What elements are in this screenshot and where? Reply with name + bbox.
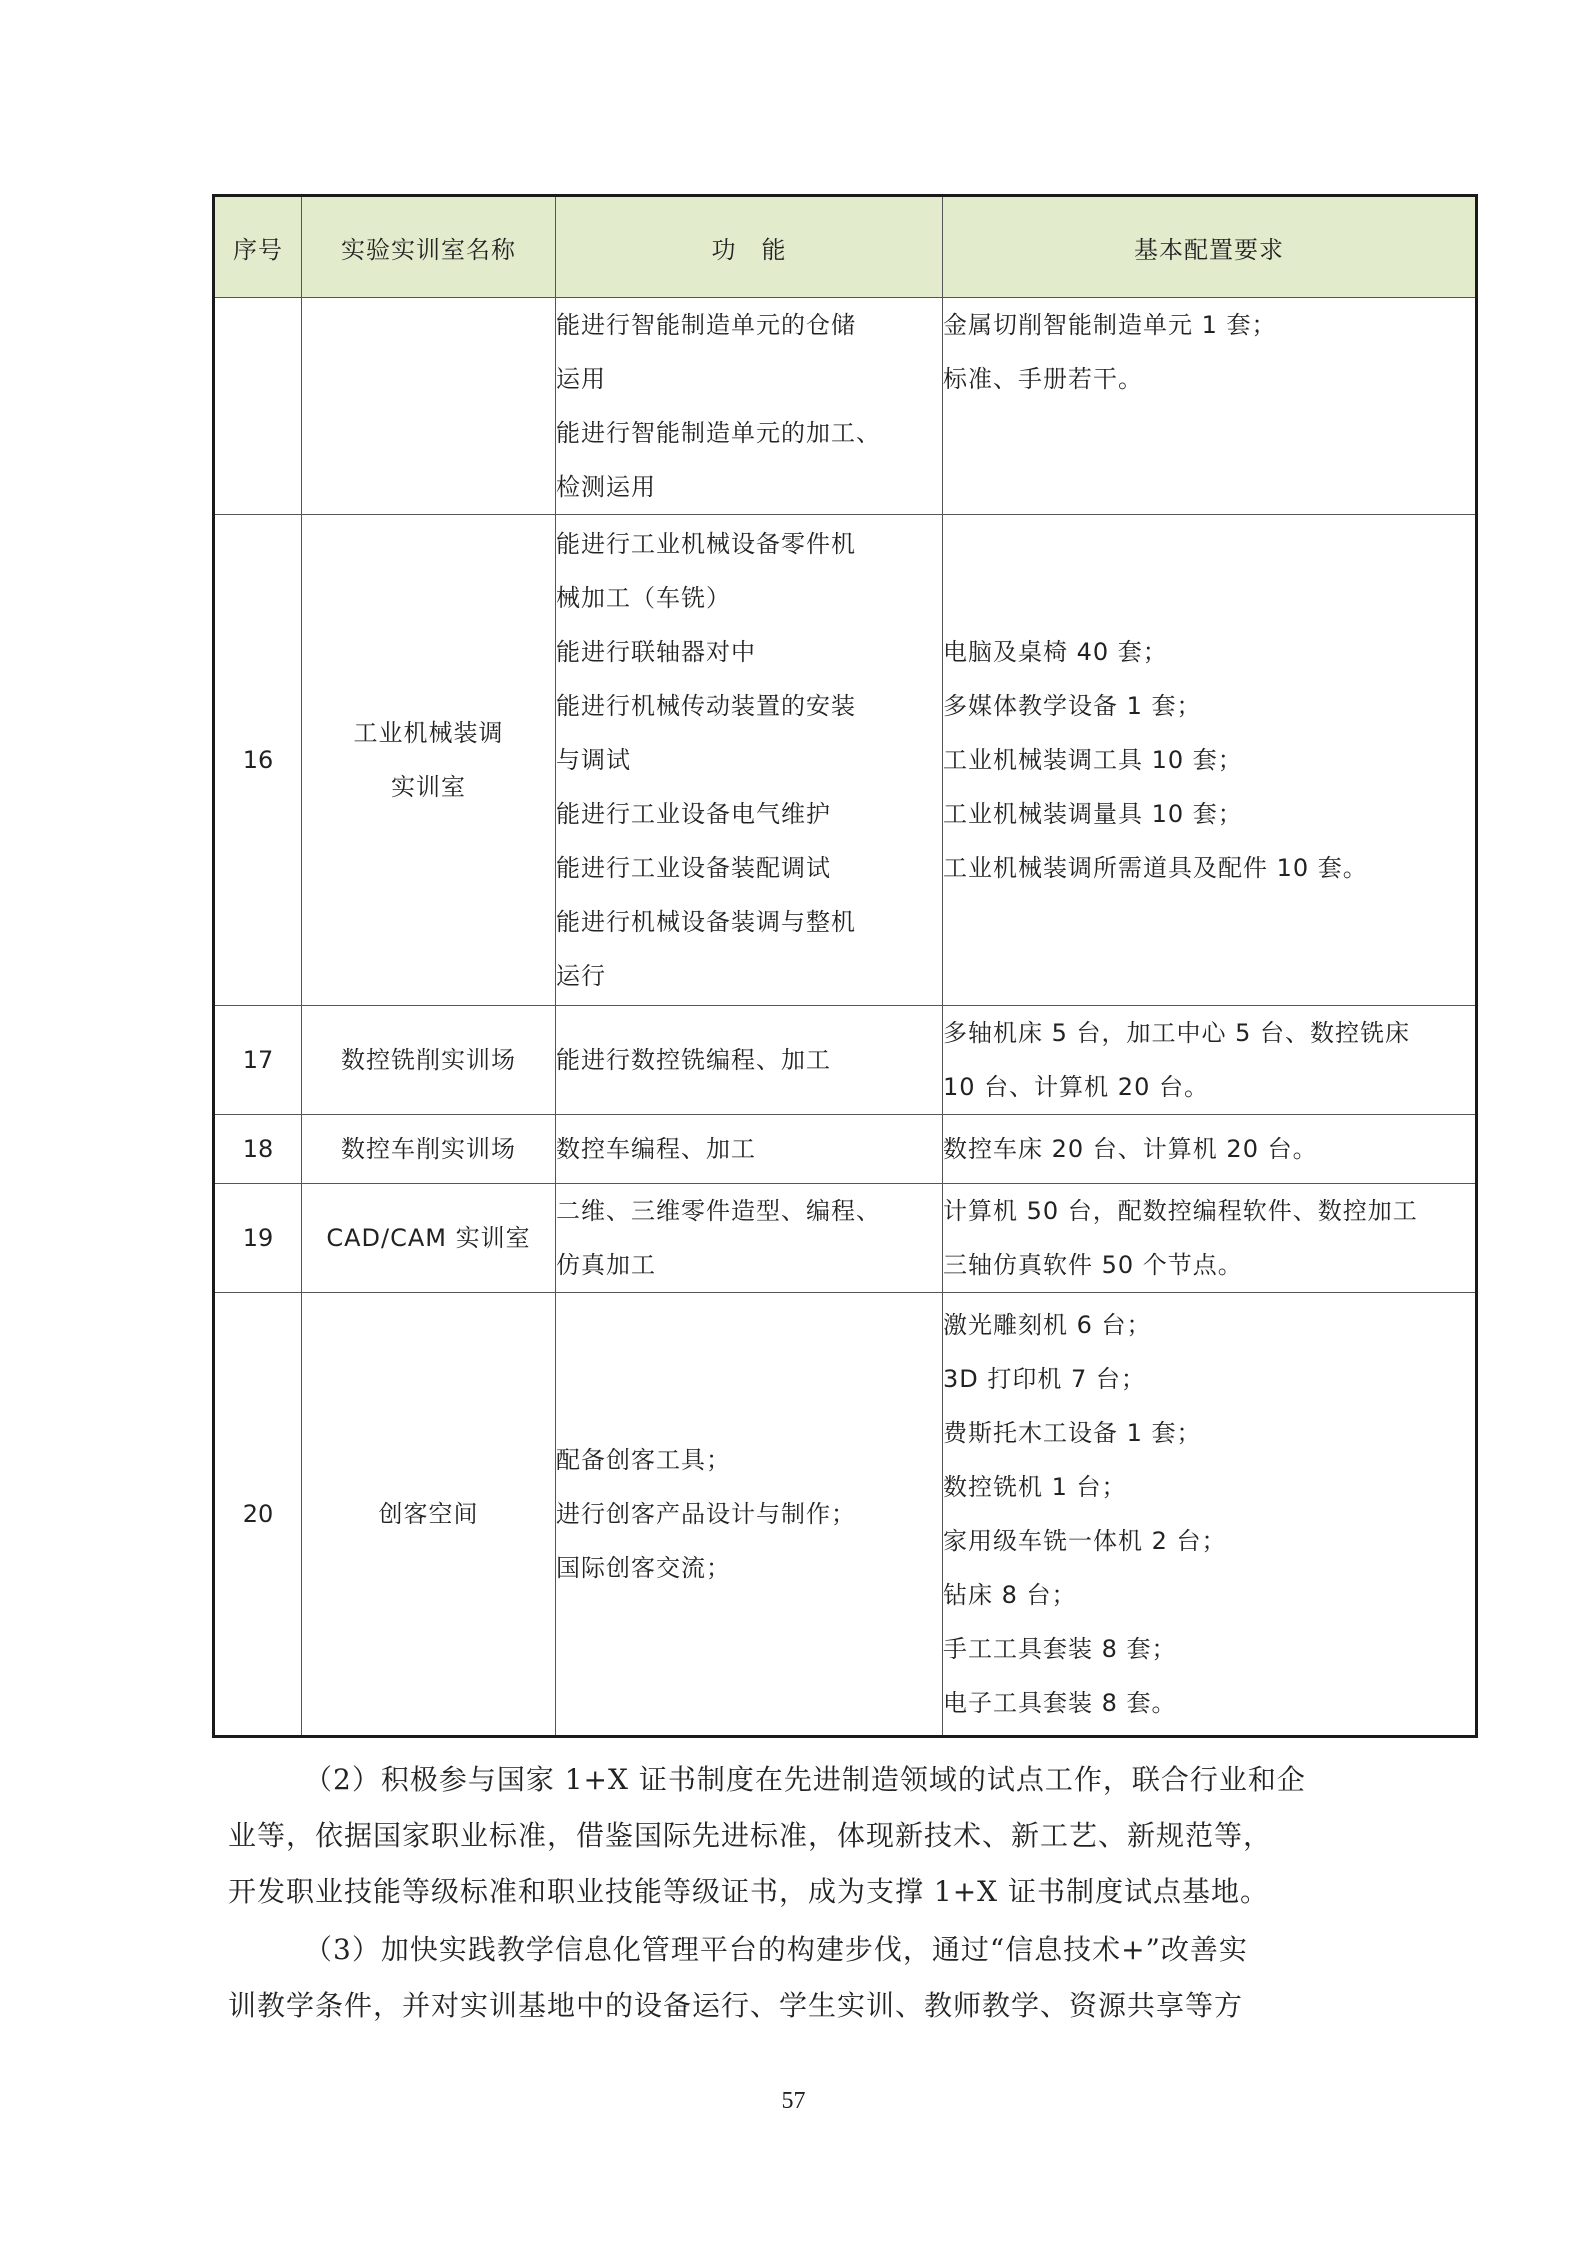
config-item: 电脑及桌椅 40 套； bbox=[943, 638, 1168, 666]
function-list bbox=[556, 1293, 943, 1737]
config-list bbox=[943, 515, 1477, 1006]
config-item: 工业机械装调工具 10 套； bbox=[943, 746, 1243, 774]
header-room-name: 实验实训室名称 bbox=[302, 196, 556, 298]
function-item: 数控车编程、加工 bbox=[556, 1135, 756, 1163]
function-item: 能进行智能制造单元的加工、 bbox=[556, 419, 881, 447]
row-number: 20 bbox=[214, 1293, 302, 1737]
table-row bbox=[214, 1006, 1477, 1115]
config-list bbox=[943, 1006, 1477, 1115]
function-item: 运行 bbox=[556, 962, 606, 990]
function-list bbox=[556, 1115, 943, 1184]
config-list bbox=[943, 1184, 1477, 1293]
function-item: 仿真加工 bbox=[556, 1251, 656, 1279]
config-item: 工业机械装调量具 10 套； bbox=[943, 800, 1243, 828]
body-paragraph: （3）加快实践教学信息化管理平台的构建步伐，通过“信息技术+”改善实 训教学条件，并对实训基地中的设备运行、学生实训、教师教学、资源共享等方 bbox=[228, 1933, 1248, 2022]
config-item: 工业机械装调所需道具及配件 10 套。 bbox=[943, 854, 1368, 882]
header-function: 功 能 bbox=[556, 196, 943, 298]
room-name: CAD/CAM 实训室 bbox=[302, 1184, 556, 1293]
function-item: 能进行机械设备装调与整机 bbox=[556, 908, 856, 936]
config-list bbox=[943, 1115, 1477, 1184]
config-item: 钻床 8 台； bbox=[943, 1581, 1077, 1609]
config-item: 数控铣机 1 台； bbox=[943, 1473, 1127, 1501]
function-item: 国际创客交流； bbox=[556, 1554, 731, 1582]
table-row bbox=[214, 515, 1477, 1006]
function-item: 检测运用 bbox=[556, 473, 656, 501]
config-item: 3D 打印机 7 台； bbox=[943, 1365, 1146, 1393]
config-item: 数控车床 20 台、计算机 20 台。 bbox=[943, 1135, 1318, 1163]
function-item: 能进行智能制造单元的仓储 bbox=[556, 311, 856, 339]
function-item: 能进行数控铣编程、加工 bbox=[556, 1046, 831, 1074]
function-item: 二维、三维零件造型、编程、 bbox=[556, 1197, 881, 1225]
table-row bbox=[214, 298, 1477, 515]
lab-equipment-table bbox=[212, 194, 1478, 1738]
table-row bbox=[214, 1184, 1477, 1293]
room-name: 数控车削实训场 bbox=[302, 1115, 556, 1184]
header-config: 基本配置要求 bbox=[943, 196, 1477, 298]
function-list bbox=[556, 515, 943, 1006]
page-number: 57 bbox=[781, 2088, 806, 2114]
config-item: 多轴机床 5 台，加工中心 5 台、数控铣床 bbox=[943, 1019, 1411, 1047]
config-item: 三轴仿真软件 50 个节点。 bbox=[943, 1251, 1243, 1279]
function-list bbox=[556, 1006, 943, 1115]
config-item: 费斯托木工设备 1 套； bbox=[943, 1419, 1202, 1447]
function-item: 械加工（车铣） bbox=[556, 584, 731, 612]
row-number: 18 bbox=[214, 1115, 302, 1184]
function-item: 与调试 bbox=[556, 746, 631, 774]
table-row bbox=[214, 1293, 1477, 1737]
function-list bbox=[556, 1184, 943, 1293]
function-list bbox=[556, 298, 943, 515]
config-list bbox=[943, 298, 1477, 515]
function-item: 能进行工业设备装配调试 bbox=[556, 854, 831, 882]
config-item: 计算机 50 台，配数控编程软件、数控加工 bbox=[943, 1197, 1418, 1225]
row-number bbox=[214, 298, 302, 515]
header-serial: 序号 bbox=[214, 196, 302, 298]
room-name bbox=[302, 298, 556, 515]
room-name: 工业机械装调 实训室 bbox=[302, 515, 556, 1006]
config-item: 手工工具套装 8 套； bbox=[943, 1635, 1177, 1663]
room-name: 创客空间 bbox=[302, 1293, 556, 1737]
room-name: 数控铣削实训场 bbox=[302, 1006, 556, 1115]
config-item: 10 台、计算机 20 台。 bbox=[943, 1073, 1209, 1101]
row-number: 19 bbox=[214, 1184, 302, 1293]
body-paragraph: （2）积极参与国家 1+X 证书制度在先进制造领域的试点工作，联合行业和企 业等，依据国家职业标准，借鉴国际先进标准，体现新技术、新工艺、新规范等， 开发职业技能等级标准和职业技能等级证书，成为支撑 1+X 证书制度试点基地。 bbox=[228, 1763, 1306, 1908]
table-header-row bbox=[214, 196, 1477, 298]
row-number: 17 bbox=[214, 1006, 302, 1115]
config-item: 金属切削智能制造单元 1 套； bbox=[943, 311, 1277, 339]
function-item: 能进行工业设备电气维护 bbox=[556, 800, 831, 828]
config-item: 标准、手册若干。 bbox=[943, 365, 1143, 393]
function-item: 配备创客工具； bbox=[556, 1446, 731, 1474]
config-item: 多媒体教学设备 1 套； bbox=[943, 692, 1202, 720]
config-list bbox=[943, 1293, 1477, 1737]
function-item: 能进行联轴器对中 bbox=[556, 638, 756, 666]
table-row bbox=[214, 1115, 1477, 1184]
config-item: 家用级车铣一体机 2 台； bbox=[943, 1527, 1227, 1555]
config-item: 激光雕刻机 6 台； bbox=[943, 1311, 1152, 1339]
config-item: 电子工具套装 8 套。 bbox=[943, 1689, 1177, 1717]
row-number: 16 bbox=[214, 515, 302, 1006]
function-item: 能进行机械传动装置的安装 bbox=[556, 692, 856, 720]
function-item: 运用 bbox=[556, 365, 606, 393]
function-item: 进行创客产品设计与制作； bbox=[556, 1500, 856, 1528]
function-item: 能进行工业机械设备零件机 bbox=[556, 530, 856, 558]
